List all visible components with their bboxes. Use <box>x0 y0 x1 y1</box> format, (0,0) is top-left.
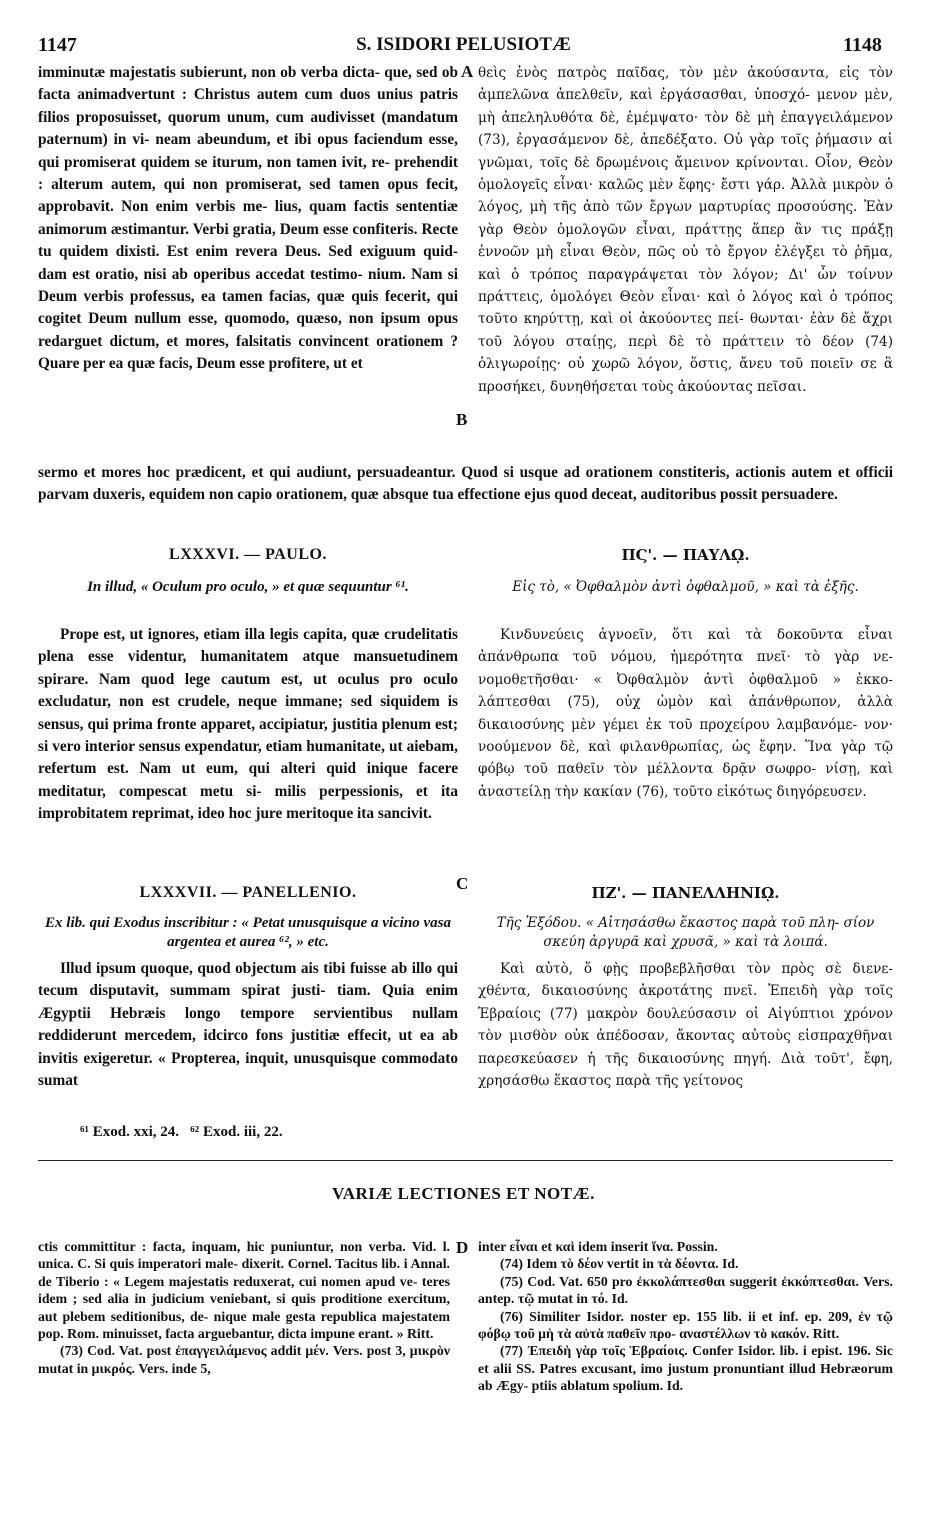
latin-column-top <box>38 62 458 376</box>
margin-marker-d: D <box>456 1238 469 1257</box>
greek-column-top <box>478 62 893 398</box>
note-item: (75) Cod. Vat. 650 pro ἐκκολάπτεσθαι suggerit ἐκκόπτεσθαι. Vers. antep. τῷ mutat in τό. Id. <box>478 1273 893 1307</box>
latin-paragraph: imminutæ majestatis subierunt, non ob verba dicta- que, sed ob facta animadvertunt : Christus autem cum duos unius patris filios proposuisset, quorum unum, cum audivisset (mandatum paternum) in vi- neam abeundum, et ibi opus faciendum esse, qui promiserat quidem se iturum, non tamen ivit, re- prehendit : alterum autem, qui non promiserat, sed tamen opus fecit, approbavit. Non enim verbis me- lius, quam factis sententiæ animorum æstimantur. Verbi gratia, Deum esse confiteris. Recte tu quidem dixisti. Est enim revera Deus. Sed exiguum quid- dam est oratio, nisi ab operibus accedat testimo- nium. Nam si Deum verbis professus, ea tamen facias, quæ quis fecerit, qui cogitet Deum nullum esse, quomodo, quæso, non ipsum opus redarguet dictum, et mores, falsitatis convincent orationem ? Quare per ea quæ facis, Deum esse profitere, ut et <box>38 64 458 373</box>
margin-marker-b: B <box>456 410 468 429</box>
greek-section-title-87: ΠΖ'. — ΠΑΝΕΛΛΗΝΙῼ. <box>591 884 780 902</box>
greek-section-subtitle-87: Τῆς Ἐξόδου. « Αἰτησάσθω ἕκαστος παρὰ τοῦ πλη- σίον σκεύη ἀργυρᾶ καὶ χρυσᾶ, » καὶ τὰ λοιπά. <box>496 915 875 950</box>
margin-marker-a: A <box>461 62 474 81</box>
note-item: ctis committitur : facta, inquam, hic puniuntur, non verba. Vid. l. unica. C. Si quis imperatori male- dixerit. Cornel. Tacitus lib. i Annal. de Tiberio : « Legem majestatis reduxerat, cui nomen apud ve- teres idem ; sed alia in judicium veniebant, si quis proditione exercitum, aut plebem seditionibus, de- nique male gesta republica majestatem pop. Rom. minuisset, facta arguebantur, dicta impune erant. » Ritt. <box>38 1239 450 1342</box>
running-title: S. ISIDORI PELUSIOTÆ <box>356 34 571 55</box>
margin-marker-c: C <box>456 874 469 893</box>
greek-body-87: Καὶ αὐτὸ, ὅ φῂς προβεβλῆσθαι τὸν πρὸς σὲ διενε- χθέντα, δικαιοσύνης ἀκροτάτης πνεῖ. Ἐπειδὴ γὰρ τοῖς Ἑβραίοις (77) μακρὸν δουλεύσασιν οἱ Αἰγύπτιοι χρόνον τὸν μισθὸν οὐκ ἀπέδοσαν, ἄκοντας αὐτοὺς εἰσπραχθῆναι παρεσκεύασεν ἡ τῆς δικαιοσύνης πηγή. Διὰ τοῦτ', ἔφη, χρησάσθω ἕκαστος παρὰ τῆς γείτονος <box>478 961 893 1090</box>
greek-paragraph: θεὶς ἑνὸς πατρὸς παῖδας, τὸν μὲν ἀκούσαντα, εἰς τὸν ἀμπελῶνα ἀπελθεῖν, καὶ ἐργάσασθαι, ὑποσχό- μενον μὲν, μὴ ἀπεληλυθότα δὲ, ἐμέμψατο· τὸν δὲ μὴ ἐπαγγειλάμενον (73), ἐργασάμενον δὲ, ἀπεδέξατο. Οὐ γὰρ τοῖς ῥήμασιν αἱ γνῶμαι, τοῖς δὲ δρωμένοις ἄμεινον κρίνονται. Οἷον, Θεὸν ὁμολογεῖς εἶναι· καλῶς μὲν ἔφης· ἔστι γάρ. Ἀλλὰ μικρὸν ὁ λόγος, μὴ τῆς ἀπὸ τῶν ἔργων μαρτυρίας προσούσης. Ἐὰν γὰρ Θεὸν ὁμολογῶν εἶναι, πράττῃς ἅπερ ἂν τις πράξῃ ἐννοῶν μὴ εἶναι Θεὸν, πῶς οὐ τὸ ἔργον ἐλέγξει τὸ ῥῆμα, καὶ ὁ τρόπος παραγράψεται τὸν λόγον; Δι' ὧν τοίνυν πράττεις, ὁμολόγει Θεὸν εἶναι· καὶ ὁ λόγος καὶ ὁ τρόπος τοῦτο κηρύττῃ, καὶ οἱ ἀκούοντες πεί- θωνται· ἐὰν δὲ ἄχρι τοῦ λόγου σταίῃς, περὶ δὲ τὸ πράττειν τὸ δέον (74) ὀλιγωροίῃς· οὐ χωρῶ λόγον, ὅστις, ἄνευ τοῦ ποιεῖν σε ἃ προσήκει, δυνηθήσεται τοὺς ἀκούοντας πεῖσαι. <box>478 65 893 395</box>
greek-section-subtitle-86: Εἰς τὸ, « Ὀφθαλμὸν ἀντὶ ὀφθαλμοῦ, » καὶ τὰ ἑξῆς. <box>512 579 859 595</box>
greek-body-86: Κινδυνεύεις ἀγνοεῖν, ὅτι καὶ τὰ δοκοῦντα εἶναι ἀπάνθρωπα τοῦ νόμου, ἡμερότητα πνεῖ· τὸ γὰρ νε- νομοθετῆσθαι· « Ὀφθαλμὸν ἀντὶ ὀφθαλμοῦ » ἐκκο- λάπτεσθαι (75), οὐχ ὠμὸν καὶ ἀπάνθρωπον, ἀλλὰ δικαιοσύνης μὲν γέμει ἐκ τοῦ προχείρου λαμβανόμε- νον· νοούμενον δὲ, καὶ φιλανθρωπίας, ὡς ἔφην. Ἵνα γὰρ τῷ φόβῳ τοῦ παθεῖν τὸν μέλλοντα δρᾷν σωφρο- νίσῃ, καὶ ἀναστείλῃ τὴν κακίαν (76), τοῦτο εἰκότως διηγόρευσεν. <box>478 627 893 800</box>
note-item: (77) Ἐπειδὴ γὰρ τοῖς Ἑβραίοις. Confer Isidor. lib. i epist. 196. Sic et alii SS. Patres excusant, imo justum pronuntiant illud Hebræorum ab Ægy- ptiis ablatum spolium. Id. <box>478 1343 893 1394</box>
divider-rule <box>38 1160 893 1161</box>
full-width-paragraph: sermo et mores hoc prædicent, et qui audiunt, persuadeantur. Quod si usque ad orationem constiteris, actionis autem et officii parvam duxeris, equidem non capio orationem, quæ absque tua effectione ejus quod deceat, auditoribus possit persuadere. <box>38 464 893 504</box>
latin-body-87: Illud ipsum quoque, quod objectum ais tibi fuisse ab illo qui tecum disputavit, summam spirat justi- tiam. Quia enim Ægyptii Hebræis longo tempore servientibus nullam reddiderunt mercedem, idcirco fons justitiæ effecit, ut ea ab invitis exigeretur. « Propterea, inquit, unusquisque commodato sumat <box>38 960 458 1090</box>
greek-section-title-86: ΠϚ'. — ΠΑΥΛῼ. <box>621 546 750 564</box>
latin-body-86: Prope est, ut ignores, etiam illa legis capita, quæ crudelitatis plena esse videntur, humanitatem atque mansuetudinem spirare. Nam quod lege cautum est, ut oculus pro oculo excludatur, non est crudele, neque immane; sed siquidem is sensus, qui prima fronte apparet, accipiatur, justitia plenum est; si vero interior sensus expendatur, etiam humanitate, ut aiebam, refertum est. Nam ut eum, qui alteri quid inique facere meditatur, compescat metu si- milis perpessionis, et ita improbitatem reprimat, ideo hoc jure meritoque ita sancivit. <box>38 626 458 823</box>
latin-section-subtitle-87: Ex lib. qui Exodus inscribitur : « Petat unusquisque a vicino vasa argentea et aurea ⁶², » etc. <box>45 915 451 950</box>
notes-right-column <box>478 1238 893 1395</box>
note-item: inter εἶναι et καὶ idem inserit ἵνα. Possin. <box>478 1239 718 1254</box>
notes-heading: VARIÆ LECTIONES ET NOTÆ. <box>332 1184 595 1203</box>
page-number-right: 1148 <box>843 34 882 56</box>
latin-section-title-86: LXXXVI. — PAULO. <box>169 546 327 563</box>
note-item: (76) Similiter Isidor. noster ep. 155 lib. ii et inf. ep. 209, ἐν τῷ φόβῳ τοῦ μὴ τὰ αὐτὰ παθεῖν προ- αναστέλλων τὸ κακόν. Ritt. <box>478 1308 893 1342</box>
latin-section-title-87: LXXXVII. — PANELLENIO. <box>139 884 357 901</box>
note-item: (73) Cod. Vat. post ἐπαγγειλάμενος addit μέν. Vers. post 3, μικρὸν mutat in μικρός. Vers. inde 5, <box>38 1343 450 1376</box>
page-number-left: 1147 <box>38 34 77 56</box>
notes-left-column <box>38 1238 450 1377</box>
note-item: (74) Idem τὸ δέον vertit in τὰ δέοντα. Id. <box>500 1256 739 1272</box>
footnotes: ⁶¹ Exod. xxi, 24. ⁶² Exod. iii, 22. <box>80 1124 283 1140</box>
latin-section-subtitle-86: In illud, « Oculum pro oculo, » et quæ sequuntur ⁶¹. <box>87 579 409 595</box>
